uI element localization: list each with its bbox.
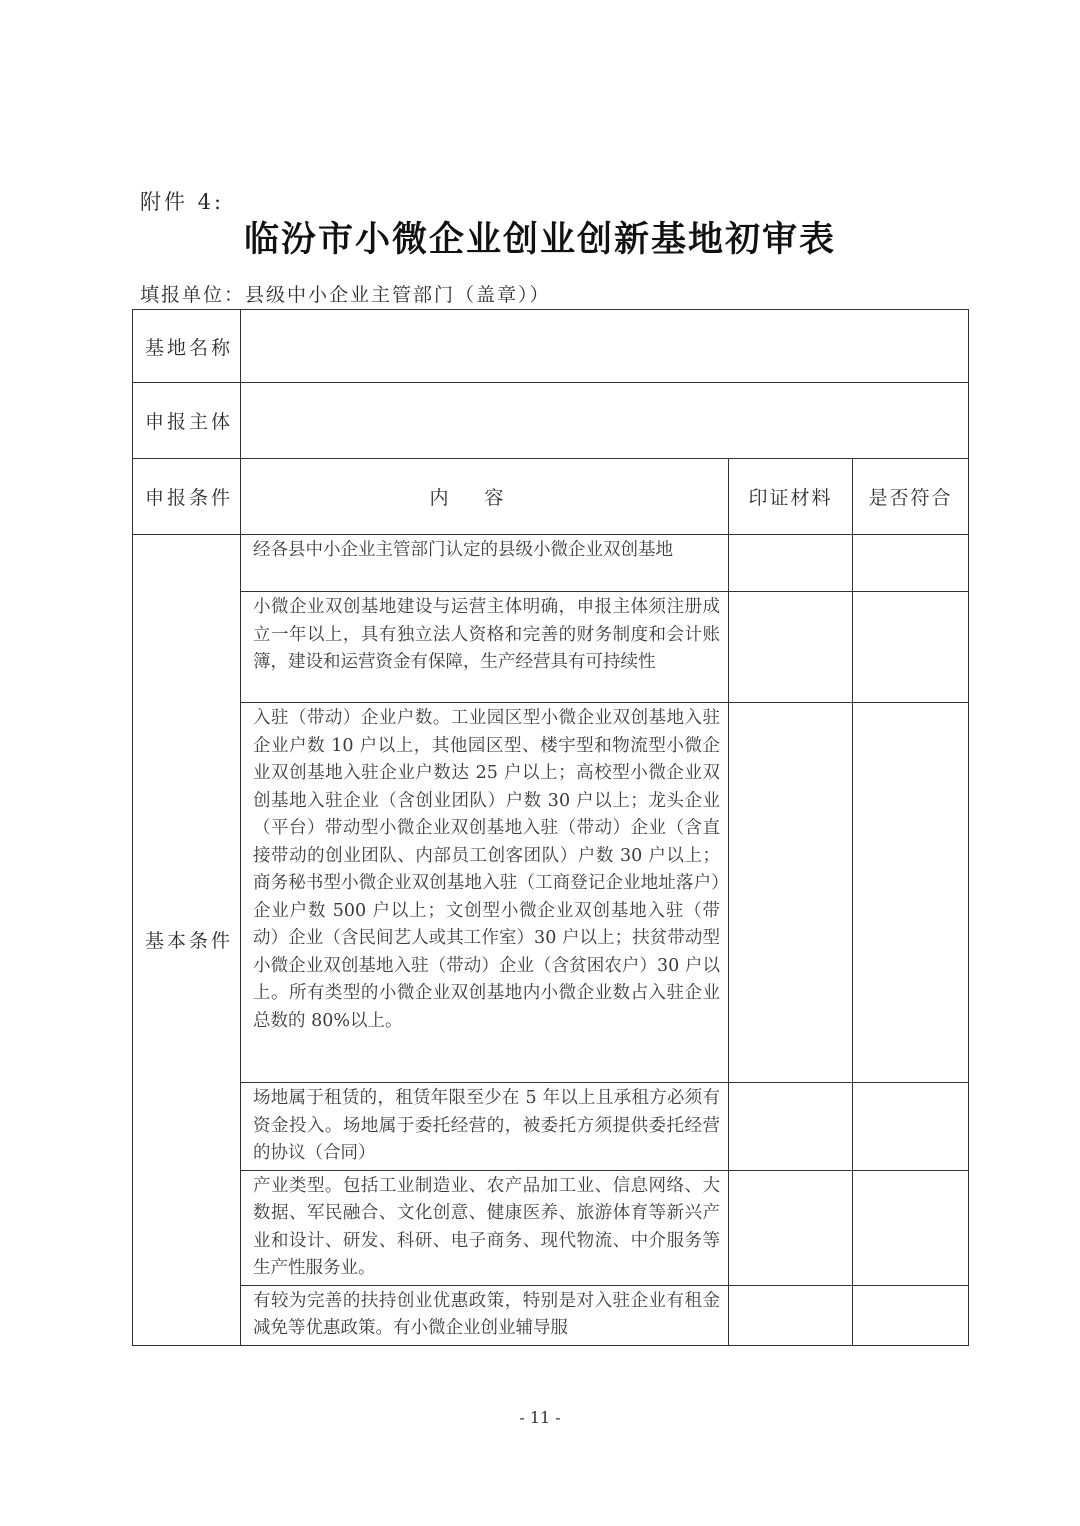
applicant-label: 申报主体 xyxy=(133,383,241,459)
condition-text: 小微企业双创基地建设与运营主体明确，申报主体须注册成立一年以上，具有独立法人资格和完善的财务制度和会计账簿，建设和运营资金有保障，生产经营具有可持续性 xyxy=(241,592,729,703)
condition-row xyxy=(133,592,969,703)
compliant-cell[interactable] xyxy=(853,535,969,592)
content-header: 内容 xyxy=(429,487,540,509)
evidence-cell[interactable] xyxy=(729,1170,853,1285)
basic-conditions-label: 基本条件 xyxy=(133,535,241,1346)
condition-text: 经各县中小企业主管部门认定的县级小微企业双创基地 xyxy=(241,535,729,592)
compliant-cell[interactable] xyxy=(853,592,969,703)
condition-text: 产业类型。包括工业制造业、农产品加工业、信息网络、大数据、军民融合、文化创意、健康医养、旅游体育等新兴产业和设计、研发、科研、电子商务、现代物流、中介服务等生产性服务业。 xyxy=(241,1170,729,1285)
evidence-cell[interactable] xyxy=(729,703,853,1083)
filler-unit-line: 填报单位：县级中小企业主管部门（盖章）） xyxy=(140,284,551,306)
base-name-row xyxy=(133,310,969,383)
applicant-row xyxy=(133,383,969,459)
review-form-table xyxy=(132,309,969,1346)
condition-text: 有较为完善的扶持创业优惠政策，特别是对入驻企业有租金减免等优惠政策。有小微企业创业辅导服 xyxy=(241,1285,729,1345)
condition-row xyxy=(133,703,969,1083)
compliant-cell[interactable] xyxy=(853,1083,969,1171)
evidence-header: 印证材料 xyxy=(729,459,853,535)
content-header-cell xyxy=(241,459,729,535)
document-title: 临汾市小微企业创业创新基地初审表 xyxy=(243,220,836,260)
compliant-cell[interactable] xyxy=(853,703,969,1083)
attachment-label: 附件 4: xyxy=(140,190,225,214)
condition-row xyxy=(133,1083,969,1171)
header-row xyxy=(133,459,969,535)
condition-row xyxy=(133,535,969,592)
base-name-label: 基地名称 xyxy=(133,310,241,383)
condition-text: 场地属于租赁的，租赁年限至少在 5 年以上且承租方必须有资金投入。场地属于委托经营的，被委托方须提供委托经营的协议（合同） xyxy=(241,1083,729,1171)
page-number: - 11 - xyxy=(519,1408,561,1427)
condition-row xyxy=(133,1285,969,1345)
base-name-value[interactable] xyxy=(241,310,969,383)
compliant-cell[interactable] xyxy=(853,1170,969,1285)
evidence-cell[interactable] xyxy=(729,1285,853,1345)
compliant-cell[interactable] xyxy=(853,1285,969,1345)
applicant-value[interactable] xyxy=(241,383,969,459)
evidence-cell[interactable] xyxy=(729,592,853,703)
condition-text: 入驻（带动）企业户数。工业园区型小微企业双创基地入驻企业户数 10 户以上，其他园区型、楼宇型和物流型小微企业双创基地入驻企业户数达 25 户以上；高校型小微企业双创基地入驻企业（含创业团队）户数 30 户以上；龙头企业（平台）带动型小微企业双创基地入驻（带动）企业（含直接带动的创业团队、内部员工创客团队）户数 30 户以上；商务秘书型小微企业双创基地入驻（工商登记企业地址落户）企业户数 500 户以上；文创型小微企业双创基地入驻（带动）企业（含民间艺人或其工作室）30 户以上；扶贫带动型小微企业双创基地入驻（带动）企业（含贫困农户）30 户以上。所有类型的小微企业双创基地内小微企业数占入驻企业总数的 80%以上。 xyxy=(241,703,729,1083)
evidence-cell[interactable] xyxy=(729,535,853,592)
condition-row xyxy=(133,1170,969,1285)
evidence-cell[interactable] xyxy=(729,1083,853,1171)
compliant-header: 是否符合 xyxy=(853,459,969,535)
conditions-header: 申报条件 xyxy=(133,459,241,535)
